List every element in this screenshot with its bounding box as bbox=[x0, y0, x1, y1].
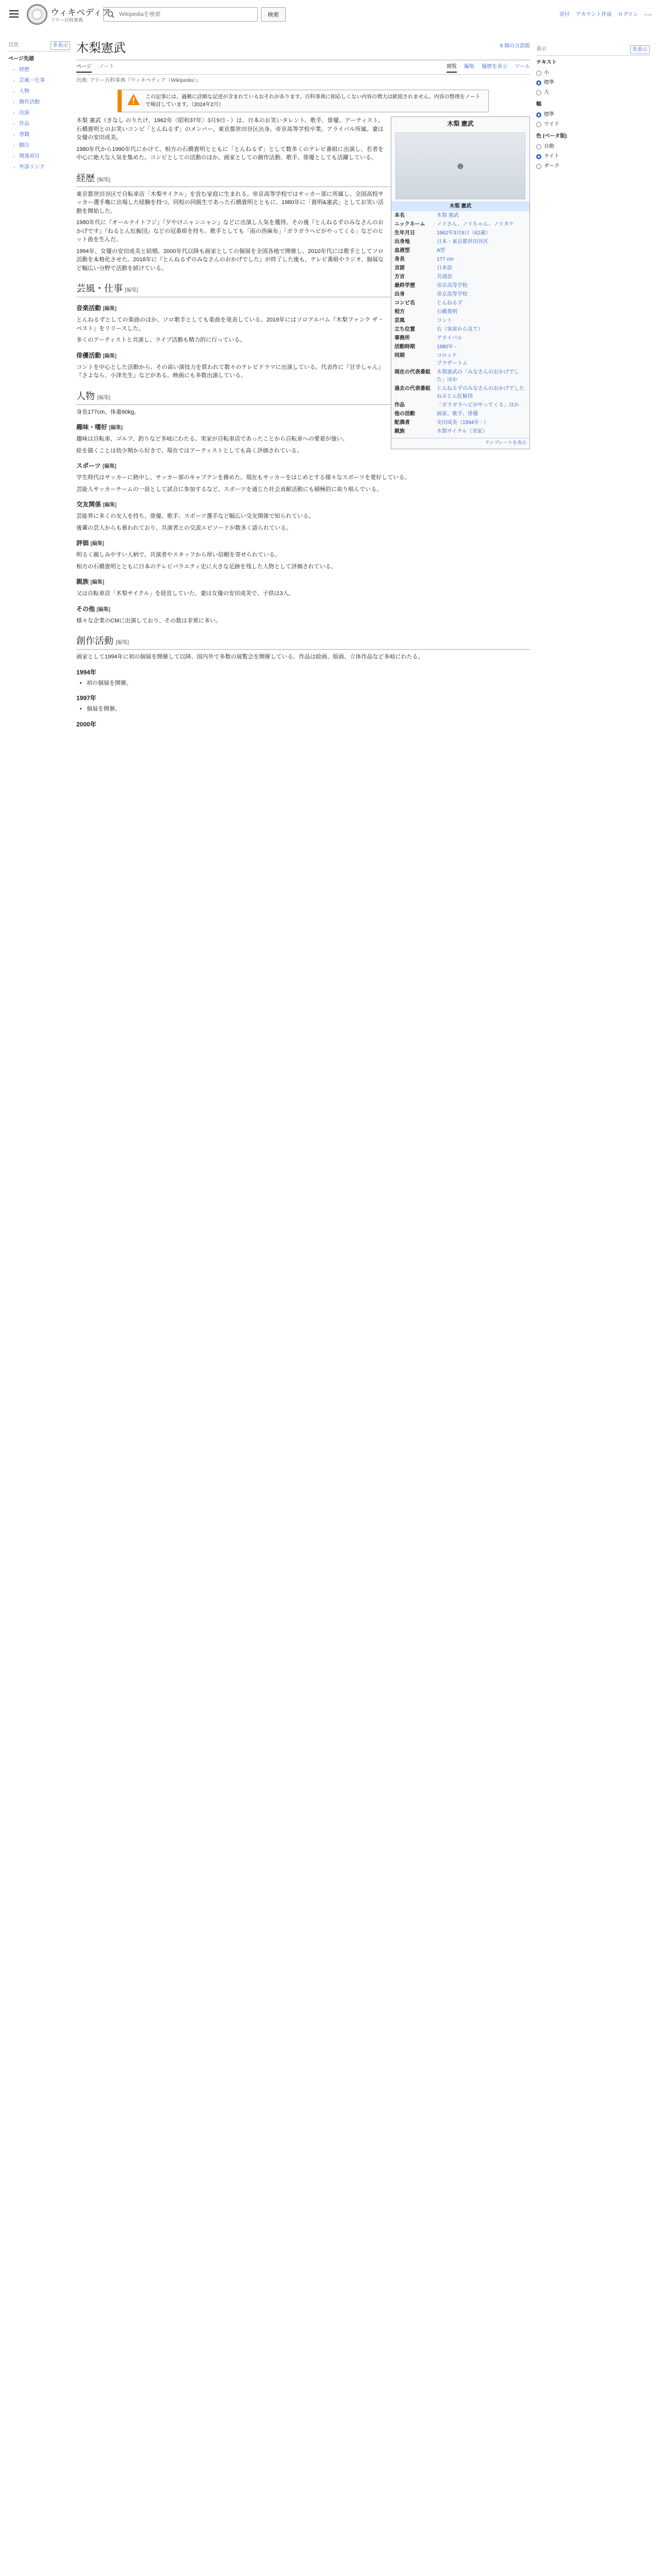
subsection-title: 交友関係 bbox=[76, 501, 103, 508]
radio-label: ダーク bbox=[544, 163, 559, 169]
infobox-value bbox=[437, 221, 526, 228]
toc-item-2[interactable] bbox=[8, 75, 70, 86]
infobox-value bbox=[437, 282, 526, 290]
infobox-value bbox=[437, 343, 526, 351]
infobox-row bbox=[391, 281, 529, 290]
radio-button[interactable] bbox=[536, 164, 541, 169]
text-size-option-0[interactable] bbox=[536, 68, 650, 78]
infobox-key: 言語 bbox=[394, 265, 405, 271]
paragraph: 画家として1994年に初の個展を開催して以降、国内外で多数の展覧会を開催している。作品は絵画、版画、立体作品など多岐にわたる。 bbox=[76, 654, 424, 660]
tab-right-1[interactable]: 編集 bbox=[464, 64, 475, 70]
more-options-icon[interactable]: ⋯ bbox=[644, 10, 652, 19]
text-size-option-2[interactable] bbox=[536, 88, 650, 97]
toc-item-1[interactable] bbox=[8, 64, 70, 75]
chevron-icon[interactable]: › bbox=[13, 132, 15, 137]
subsection-title: 評価 bbox=[76, 539, 91, 547]
infobox-link[interactable]: 木梨 憲武 bbox=[437, 213, 459, 218]
tab-left-0[interactable]: ページ bbox=[76, 63, 92, 73]
infobox-link[interactable]: アライバル bbox=[437, 335, 462, 341]
infobox-key: 現在の代表番組 bbox=[394, 369, 431, 375]
from-line: 出典: フリー百科事典『ウィキペディア（Wikipedia）』 bbox=[76, 78, 202, 83]
color-option-2[interactable] bbox=[536, 161, 650, 171]
infobox-key: ニックネーム bbox=[394, 222, 425, 227]
infobox-key: 親族 bbox=[394, 429, 405, 434]
infobox-value bbox=[437, 256, 526, 263]
infobox-row bbox=[391, 229, 529, 238]
infobox-key: 生年月日 bbox=[394, 230, 415, 236]
infobox-title: 木梨 憲武 bbox=[447, 120, 474, 127]
search-input[interactable] bbox=[118, 11, 257, 18]
subsection-title: 2000年 bbox=[76, 720, 96, 728]
radio-label: 標準 bbox=[544, 80, 554, 86]
chevron-icon[interactable]: › bbox=[13, 110, 15, 115]
infobox-link[interactable]: ねるとん紅鯨団 bbox=[437, 394, 473, 399]
list-item: • 個展を開催。 bbox=[87, 705, 530, 714]
toc-item-label: 出演 bbox=[19, 110, 29, 116]
infobox-value bbox=[437, 385, 526, 400]
chevron-icon[interactable]: › bbox=[13, 67, 15, 72]
paragraph: 相方の石橋貴明とともに日本のテレビバラエティ史に大きな足跡を残した人物として評価されている。 bbox=[76, 563, 337, 570]
subsection-title: その他 bbox=[76, 605, 97, 613]
infobox-key: 配偶者 bbox=[394, 420, 410, 426]
paragraph: 趣味は自転車、ゴルフ、釣りなど多岐にわたる。実家が自転車店であったことから自転車への愛着が強い。 bbox=[76, 436, 349, 442]
paragraph: 東京都世田谷区で自転車店「木梨サイクル」を営む家庭に生まれる。帝京高等学校ではサッカー部に所属し、全国高校サッカー選手権に出場した経験を持つ。同校の同級生であった石橋貴明とともに、1980年に「貴明&憲武」としてお笑い活動を開始した。 bbox=[76, 191, 384, 214]
radio-label: ワイド bbox=[544, 122, 559, 127]
infobox-link[interactable]: ブラザートム bbox=[437, 361, 468, 366]
warning-icon bbox=[127, 93, 140, 106]
toc-item-label: 経歴 bbox=[19, 67, 29, 73]
edit-link[interactable]: [編集] bbox=[103, 353, 117, 359]
infobox-key: 作品 bbox=[394, 402, 405, 408]
infobox-link[interactable]: コロッケ bbox=[437, 353, 457, 359]
color-option-0[interactable] bbox=[536, 142, 650, 151]
subsection-heading bbox=[76, 461, 530, 470]
infobox-link[interactable]: 日本・東京都世田谷区 bbox=[437, 239, 488, 245]
infobox-row bbox=[391, 264, 529, 273]
toc-sidebar bbox=[8, 41, 70, 173]
search-box bbox=[103, 7, 258, 22]
infobox-row bbox=[391, 238, 529, 246]
infobox-key: 最終学歴 bbox=[394, 283, 415, 289]
person-icon: ☻ bbox=[455, 160, 466, 171]
edit-link[interactable]: [編集] bbox=[96, 606, 111, 613]
paragraph: 多くのアーティストと共演し、ライブ活動も精力的に行っている。 bbox=[76, 337, 246, 343]
infobox-key: 立ち位置 bbox=[394, 327, 415, 332]
tab-right-2[interactable]: 履歴を表示 bbox=[482, 64, 508, 70]
infobox-key: 同期 bbox=[394, 353, 405, 359]
section-heading bbox=[76, 634, 530, 650]
appearance-heading: 表示 bbox=[536, 46, 547, 52]
subsection-heading bbox=[76, 604, 530, 614]
toc-item-label: 外部リンク bbox=[19, 164, 45, 170]
wikipedia-logo-icon[interactable] bbox=[27, 4, 47, 25]
infobox-value bbox=[437, 410, 526, 418]
infobox-row bbox=[391, 325, 529, 334]
user-link-2[interactable]: ログイン bbox=[618, 12, 638, 18]
list-item: • 初の個展を開催。 bbox=[87, 679, 530, 688]
text-size-label: テキスト bbox=[536, 60, 557, 65]
subsection-heading bbox=[76, 577, 530, 586]
infobox-link[interactable]: 石橋貴明 bbox=[437, 309, 457, 315]
search-button[interactable]: 検索 bbox=[261, 7, 286, 22]
infobox-section: 木梨 憲武 bbox=[391, 201, 529, 211]
infobox-link[interactable]: 1962年3月9日（62歳） bbox=[437, 230, 491, 236]
infobox-value bbox=[437, 247, 526, 255]
appearance-hide-button[interactable]: 非表示 bbox=[630, 45, 650, 54]
subsection-title: 音楽活動 bbox=[76, 304, 103, 312]
infobox-value bbox=[437, 368, 526, 384]
radio-button[interactable] bbox=[536, 144, 541, 149]
infobox-key: 本名 bbox=[394, 213, 405, 218]
section-title: 芸風・仕事 bbox=[76, 283, 125, 294]
subsection-heading bbox=[76, 500, 530, 509]
infobox-value bbox=[437, 334, 526, 342]
paragraph: 1994年、女優の安田成美と結婚。2000年代以降も画家としての個展を全国各地で開催し、2010年代には歌手としてソロ活動を本格化させた。2018年に『とんねるずのみなさんのおかげでした』が終了した後も、テレビ番組やラジオ、個展など幅広い分野で活動を続けている。 bbox=[76, 248, 384, 272]
site-tagline: フリー百科事典 bbox=[51, 18, 83, 23]
bullet-list bbox=[76, 679, 530, 688]
infobox-key: 活動時期 bbox=[394, 344, 415, 350]
infobox-row bbox=[391, 211, 529, 220]
color-option-1[interactable] bbox=[536, 151, 650, 161]
template-link[interactable]: テンプレートを表示 bbox=[391, 438, 529, 449]
infobox-row bbox=[391, 290, 529, 299]
infobox-value bbox=[437, 212, 526, 219]
color-label: 色 (ベータ版) bbox=[536, 133, 567, 139]
infobox-link[interactable]: 右（客席から見て） bbox=[437, 327, 483, 332]
tab-left-1[interactable]: ノート bbox=[98, 64, 114, 70]
width-option-0[interactable] bbox=[536, 110, 650, 120]
radio-button[interactable] bbox=[536, 71, 541, 76]
section-title: 人物 bbox=[76, 391, 97, 401]
paragraph: 絵を描くことは幼少期から好きで、現在ではアーティストとしても高く評価されている。 bbox=[76, 447, 303, 454]
infobox-row bbox=[391, 299, 529, 308]
color-options bbox=[536, 142, 650, 171]
infobox-rows bbox=[391, 211, 529, 436]
toc-item-4[interactable] bbox=[8, 97, 70, 108]
paragraph: 後輩の芸人からも慕われており、共演者との交流エピソードが数多く語られている。 bbox=[76, 524, 292, 531]
infobox-key: 身長 bbox=[394, 257, 405, 262]
chevron-icon[interactable]: › bbox=[13, 143, 15, 148]
infobox-link[interactable]: 安田成美（1994年 - ） bbox=[437, 420, 489, 426]
infobox-row bbox=[391, 246, 529, 255]
infobox-link[interactable]: 177 cm bbox=[437, 257, 454, 262]
toc-item-label: 創作活動 bbox=[19, 99, 40, 105]
language-selector[interactable]: 9 個の言語版 bbox=[500, 43, 530, 49]
infobox-row bbox=[391, 384, 529, 401]
toc-hide-button[interactable]: 非表示 bbox=[51, 41, 70, 50]
tab-right-0[interactable]: 閲覧 bbox=[446, 63, 457, 73]
infobox-row bbox=[391, 418, 529, 427]
portrait-photo[interactable] bbox=[395, 132, 525, 199]
edit-link[interactable]: [編集] bbox=[97, 395, 111, 401]
maintenance-notice-text: この記事には、過剰に詳細な記述が含まれているおそれがあります。百科事典に相応しくない内容の増大は歓迎されません。内容の整理をノートで検討しています。（2024年2月） bbox=[145, 94, 481, 108]
infobox-link[interactable]: 帝京高等学校 bbox=[437, 283, 468, 289]
infobox-key: 相方 bbox=[394, 309, 405, 315]
edit-link[interactable]: [編集] bbox=[102, 464, 117, 469]
radio-button[interactable] bbox=[536, 90, 541, 95]
page-title: 木梨憲武 bbox=[76, 42, 126, 55]
infobox-link[interactable]: とんねるずのみなさんのおかげでした bbox=[437, 386, 524, 392]
paragraph: 明るく親しみやすい人柄で、共演者やスタッフから厚い信頼を寄せられている。 bbox=[76, 552, 280, 558]
section-title: 経歴 bbox=[76, 173, 97, 183]
infobox-value bbox=[437, 273, 526, 281]
appearance-sidebar bbox=[536, 41, 650, 171]
subsection-title: スポーツ bbox=[76, 462, 103, 469]
toc-item-10[interactable] bbox=[8, 162, 70, 173]
radio-button[interactable] bbox=[536, 112, 541, 117]
chevron-icon[interactable]: › bbox=[13, 89, 15, 94]
toc-item-label: 人物 bbox=[19, 89, 29, 94]
infobox-key: 芸風 bbox=[394, 318, 405, 324]
subsection-title: 1994年 bbox=[76, 668, 96, 676]
toc-item-label: 作品 bbox=[19, 121, 29, 127]
appearance-heading-row bbox=[536, 45, 650, 56]
toc-item-label: 芸風・仕事 bbox=[19, 78, 45, 83]
infobox-key: 方言 bbox=[394, 274, 405, 280]
radio-label: ライト bbox=[544, 154, 559, 159]
subsection-heading bbox=[76, 668, 530, 677]
infobox-row bbox=[391, 427, 529, 436]
user-links bbox=[559, 9, 652, 20]
infobox-value bbox=[437, 352, 526, 367]
tabs-left bbox=[76, 63, 114, 73]
search-icon bbox=[104, 7, 118, 22]
radio-label: 標準 bbox=[544, 112, 554, 117]
paragraph: 父は自転車店「木梨サイクル」を経営していた。妻は女優の安田成美で、子供は3人。 bbox=[76, 590, 294, 597]
infobox-link[interactable]: 日本語 bbox=[437, 265, 452, 271]
width-label: 幅 bbox=[536, 101, 541, 107]
page-title-row bbox=[76, 36, 530, 60]
chevron-icon[interactable]: › bbox=[13, 99, 15, 105]
infobox-row bbox=[391, 308, 529, 316]
infobox-row bbox=[391, 368, 529, 384]
infobox-value bbox=[437, 238, 526, 246]
infobox-value bbox=[437, 291, 526, 298]
infobox-link[interactable]: 帝京高等学校 bbox=[437, 292, 468, 297]
maintenance-notice bbox=[118, 90, 489, 112]
subsection-title: 俳優活動 bbox=[76, 351, 103, 359]
subsection-title: 趣味・嗜好 bbox=[76, 423, 109, 431]
toc-item-0[interactable] bbox=[8, 54, 70, 64]
toc-item-label: 関連項目 bbox=[19, 154, 40, 159]
text-size-option-1[interactable] bbox=[536, 78, 650, 88]
radio-button[interactable] bbox=[536, 122, 541, 127]
edit-link[interactable]: [編集] bbox=[109, 425, 123, 431]
toc-list bbox=[8, 54, 70, 173]
edit-link[interactable]: [編集] bbox=[103, 306, 117, 312]
main-content bbox=[76, 36, 530, 731]
toc-item-3[interactable] bbox=[8, 86, 70, 97]
toc-item-8[interactable] bbox=[8, 140, 70, 151]
toc-item-label: 書籍 bbox=[19, 132, 29, 138]
infobox-row bbox=[391, 316, 529, 325]
infobox-key: 出身 bbox=[394, 292, 405, 297]
toc-item-label: 脚注 bbox=[19, 143, 29, 148]
tab-right-3[interactable]: ツール bbox=[515, 64, 530, 70]
chevron-icon[interactable]: › bbox=[13, 78, 15, 83]
infobox-value bbox=[437, 299, 526, 307]
infobox-key: 出身地 bbox=[394, 239, 410, 245]
paragraph: 様々な企業のCMに出演しており、その数は非常に多い。 bbox=[76, 617, 222, 624]
page-header bbox=[0, 0, 662, 31]
edit-link[interactable]: [編集] bbox=[103, 502, 117, 508]
subsection-heading bbox=[76, 693, 530, 703]
infobox-link[interactable]: A型 bbox=[437, 248, 445, 253]
infobox-link[interactable]: 画家、歌手、俳優 bbox=[437, 411, 478, 417]
edit-link[interactable]: [編集] bbox=[90, 541, 105, 547]
subsection-heading bbox=[76, 538, 530, 548]
infobox-key: 事務所 bbox=[394, 335, 410, 341]
main-menu-button[interactable] bbox=[8, 8, 20, 20]
width-option-1[interactable] bbox=[536, 120, 650, 129]
toc-item-6[interactable] bbox=[8, 118, 70, 129]
infobox-link[interactable]: 1980年 - bbox=[437, 344, 457, 350]
tabs-right bbox=[446, 63, 530, 73]
radio-button[interactable] bbox=[536, 154, 541, 159]
site-wordmark[interactable]: ウィキペディア bbox=[51, 8, 111, 18]
toc-heading-row bbox=[8, 41, 70, 52]
infobox-value bbox=[437, 401, 526, 409]
infobox-row bbox=[391, 220, 529, 229]
infobox-value bbox=[437, 419, 526, 427]
infobox-link[interactable]: コント bbox=[437, 318, 452, 324]
user-link-1[interactable]: アカウント作成 bbox=[575, 12, 612, 18]
text-size-options bbox=[536, 68, 650, 97]
infobox-row bbox=[391, 401, 529, 410]
toc-item-9[interactable] bbox=[8, 151, 70, 162]
infobox-link[interactable]: とんねるず bbox=[437, 300, 462, 306]
infobox-value bbox=[437, 308, 526, 316]
infobox-link[interactable]: 木梨サイクル（実家） bbox=[437, 429, 488, 434]
intro-paragraph: 木梨 憲武（きなし のりたけ、1962年〈昭和37年〉3月9日 - ）は、日本のお笑いタレント、歌手、俳優、アーティスト。石橋貴明とのお笑いコンビ「とんねるず」のメンバー。東京都世田谷区出身。帝京高等学校卒業。アライバル所属。妻は女優の安田成美。 bbox=[76, 117, 384, 141]
paragraph: コントを中心とした活動から、その高い演技力を買われて数々のテレビドラマに出演している。代表作に『甘辛しゃん』『さよなら、小津先生』などがある。映画にも多数出演している。 bbox=[76, 364, 384, 379]
width-options bbox=[536, 110, 650, 129]
page-tabs bbox=[76, 60, 530, 75]
infobox-row bbox=[391, 343, 529, 351]
infobox-value bbox=[437, 326, 526, 333]
edit-link[interactable]: [編集] bbox=[97, 177, 111, 183]
infobox-link[interactable]: 木梨憲武の「みなさんのおかげでした」ほか bbox=[437, 369, 519, 383]
subsection-heading bbox=[76, 720, 530, 729]
infobox-key: コンビ名 bbox=[394, 300, 415, 306]
paragraph: 身長177cm。体重60kg。 bbox=[76, 409, 140, 415]
paragraph: 1980年代に『オールナイトフジ』『夕やけニャンニャン』などに出演し人気を獲得。その後『とんねるずのみなさんのおかげです』『ねるとん紅鯨団』などの冠番組を持ち、歌手としても「雨の西麻布」「ガラガラヘビがやってくる」などのヒット曲を生んだ。 bbox=[76, 219, 384, 243]
radio-label: 自動 bbox=[544, 144, 554, 149]
article-body bbox=[76, 116, 530, 729]
paragraph: 芸能人サッカーチームの一員として試合に参加するなど、スポーツを通じた社会貢献活動にも積極的に取り組んでいる。 bbox=[76, 486, 383, 493]
subsection-title: 1997年 bbox=[76, 694, 96, 702]
toc-item-7[interactable] bbox=[8, 129, 70, 140]
chevron-icon[interactable]: › bbox=[13, 164, 15, 170]
edit-link[interactable]: [編集] bbox=[125, 287, 139, 293]
infobox-row bbox=[391, 351, 529, 368]
infobox-row bbox=[391, 410, 529, 418]
toc-heading: 目次 bbox=[8, 42, 19, 48]
bullet-list bbox=[76, 705, 530, 714]
infobox-link[interactable]: 「ガラガラヘビがやってくる」ほか bbox=[437, 402, 519, 408]
infobox-value bbox=[437, 317, 526, 325]
infobox-row bbox=[391, 273, 529, 281]
infobox-value bbox=[437, 428, 526, 435]
radio-label: 大 bbox=[544, 90, 549, 95]
paragraph: とんねるずとしての楽曲のほか、ソロ歌手としても楽曲を発表している。2019年にはソロアルバム『木梨ファンク ザ・ベスト』をリリースした。 bbox=[76, 317, 384, 332]
subsection-title: 親族 bbox=[76, 578, 91, 585]
infobox-row bbox=[391, 255, 529, 264]
toc-item-5[interactable] bbox=[8, 108, 70, 118]
chevron-icon[interactable]: › bbox=[13, 121, 15, 126]
infobox-value bbox=[437, 264, 526, 272]
infobox-value bbox=[437, 229, 526, 237]
infobox-link[interactable]: 共通語 bbox=[437, 274, 452, 280]
infobox-key: 血液型 bbox=[394, 248, 410, 253]
intro-paragraph: 1980年代から1990年代にかけて、相方の石橋貴明とともに「とんねるず」として数多くのテレビ番組に出演し、若者を中心に絶大な人気を集めた。コンビとしての活動のほか、画家としての創作活動、歌手、俳優としても活躍している。 bbox=[76, 146, 384, 161]
section-title: 創作活動 bbox=[76, 636, 116, 646]
radio-label: 小 bbox=[544, 70, 549, 76]
radio-button[interactable] bbox=[536, 80, 541, 86]
edit-link[interactable]: [編集] bbox=[115, 640, 129, 646]
paragraph: 芸能界に多くの友人を持ち、俳優、歌手、スポーツ選手など幅広い交友関係で知られている。 bbox=[76, 513, 315, 519]
paragraph: 学生時代はサッカーに熱中し、サッカー部のキャプテンを務めた。現在もサッカーをはじめとする様々なスポーツを愛好している。 bbox=[76, 474, 410, 481]
infobox-key: 他の活動 bbox=[394, 411, 415, 417]
infobox-link[interactable]: ノリさん、ノリちゃん、ノリタケ bbox=[437, 222, 514, 227]
infobox-row bbox=[391, 334, 529, 343]
edit-link[interactable]: [編集] bbox=[90, 580, 105, 585]
toc-item-label: ページ先頭 bbox=[8, 56, 34, 62]
infobox bbox=[391, 116, 530, 449]
infobox-key: 過去の代表番組 bbox=[394, 386, 431, 392]
user-link-0[interactable]: 寄付 bbox=[559, 12, 570, 18]
chevron-icon[interactable]: › bbox=[13, 154, 15, 159]
